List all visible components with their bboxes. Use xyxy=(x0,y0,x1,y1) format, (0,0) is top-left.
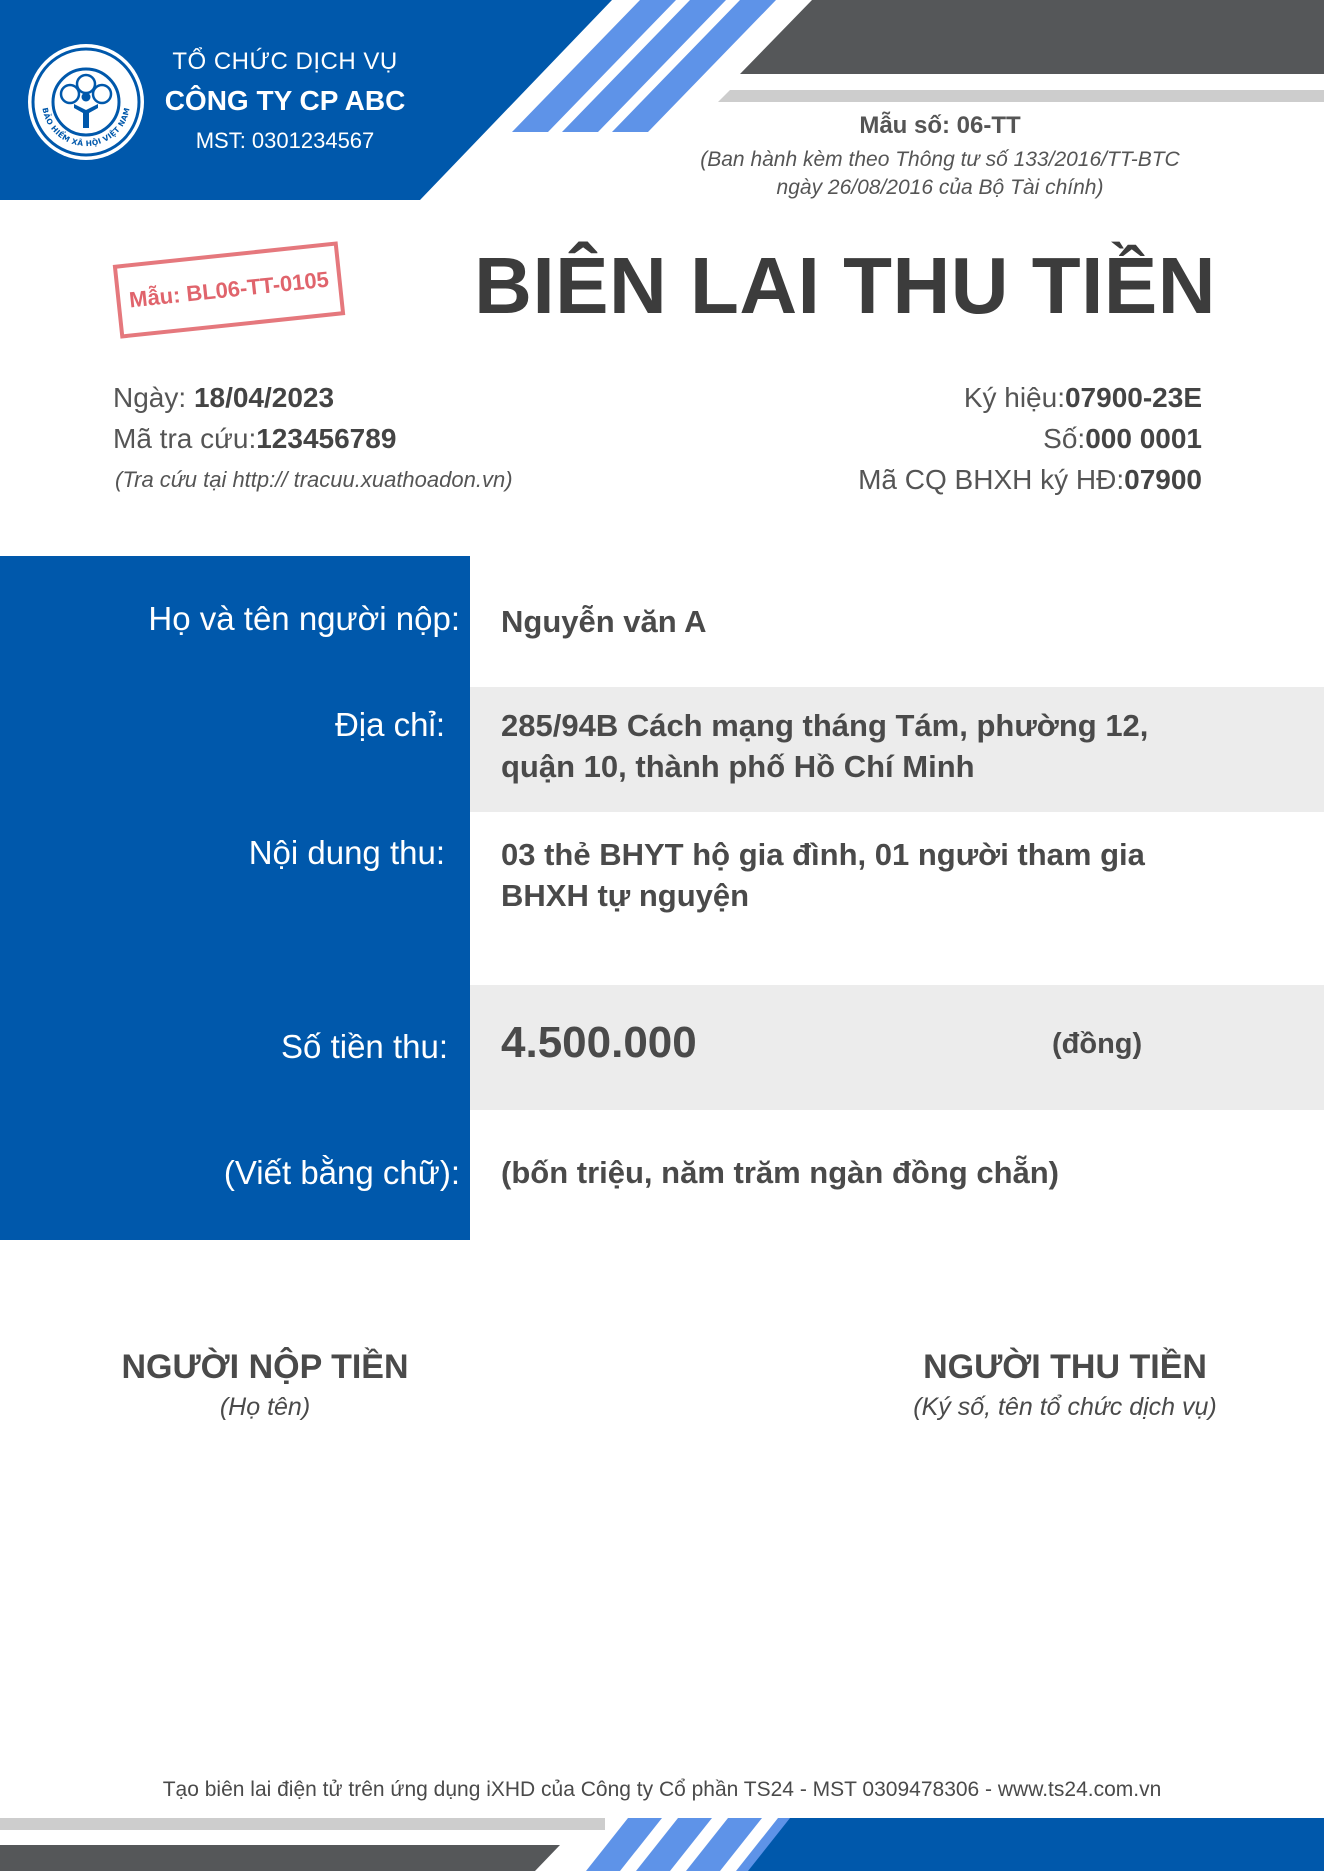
org-name: CÔNG TY CP ABC xyxy=(164,85,406,116)
words-value: (bốn triệu, năm trăm ngàn đồng chẵn) xyxy=(501,1155,1059,1190)
header-gray-band xyxy=(740,0,1324,74)
date-line xyxy=(113,382,334,414)
header-gray-line xyxy=(718,90,1324,102)
payer-value: Nguyễn văn A xyxy=(501,604,707,639)
stamp-text: Mẫu: BL06-TT-0105 xyxy=(127,266,330,313)
payer-signature-title: NGƯỜI NỘP TIỀN xyxy=(121,1348,409,1386)
organization-logo xyxy=(28,44,144,160)
symbol-value: 07900-23E xyxy=(1064,382,1202,413)
address-line1: 285/94B Cách mạng tháng Tám, phường 12, xyxy=(501,708,1149,743)
amount-unit: (đồng) xyxy=(1052,1028,1143,1060)
collector-signature-note: (Ký số, tên tổ chức dịch vụ) xyxy=(913,1393,1217,1421)
symbol-line xyxy=(964,382,1202,414)
amount-label: Số tiền thu: xyxy=(281,1028,448,1065)
content-label: Nội dung thu: xyxy=(248,834,445,871)
footer-blue-band xyxy=(748,1818,1324,1871)
lookup-line xyxy=(113,423,396,455)
footer-gray-band xyxy=(0,1845,560,1871)
label-column xyxy=(0,556,470,1240)
words-label: (Viết bằng chữ): xyxy=(223,1154,460,1191)
collector-signature-title: NGƯỜI THU TIỀN xyxy=(923,1348,1207,1386)
footer-gray-line xyxy=(0,1818,605,1830)
content-line2: BHXH tự nguyện xyxy=(501,878,750,913)
number-value: 000 0001 xyxy=(1085,423,1202,454)
org-tax-code: MST: 0301234567 xyxy=(195,128,375,153)
number-line xyxy=(1043,423,1202,455)
number-label: Số: xyxy=(1043,423,1086,454)
footer-note: Tạo biên lai điện tử trên ứng dụng iXHD của Công ty Cổ phần TS24 - MST 0309478306 - www.ts24.com.vn xyxy=(162,1778,1162,1801)
address-value xyxy=(501,705,1241,787)
lookup-value: 123456789 xyxy=(256,423,397,454)
logo-ring-text: BẢO HIỂM XÃ HỘI VIỆT NAM xyxy=(40,106,132,149)
form-note-line1: (Ban hành kèm theo Thông tư số 133/2016/TT-BTC xyxy=(700,148,1180,171)
date-label: Ngày: xyxy=(113,382,187,413)
payer-label: Họ và tên người nộp: xyxy=(148,600,460,637)
form-number: Mẫu số: 06-TT xyxy=(859,112,1021,139)
agency-line xyxy=(858,464,1202,496)
address-label: Địa chỉ: xyxy=(334,706,445,743)
lookup-label: Mã tra cứu: xyxy=(113,423,257,454)
lookup-note: (Tra cứu tại http:// tracuu.xuathoadon.vn) xyxy=(115,467,513,492)
agency-label: Mã CQ BHXH ký HĐ: xyxy=(858,464,1125,495)
address-line2: quận 10, thành phố Hồ Chí Minh xyxy=(501,749,975,784)
form-note-line2: ngày 26/08/2016 của Bộ Tài chính) xyxy=(776,176,1104,199)
payer-signature-note: (Họ tên) xyxy=(219,1393,311,1421)
org-type: TỔ CHỨC DỊCH VỤ xyxy=(172,48,398,75)
agency-value: 07900 xyxy=(1124,464,1202,495)
amount-value: 4.500.000 xyxy=(501,1018,697,1067)
date-value: 18/04/2023 xyxy=(193,382,335,413)
symbol-label: Ký hiệu: xyxy=(963,382,1065,413)
document-title: BIÊN LAI THU TIỀN xyxy=(474,241,1216,330)
content-line1: 03 thẻ BHYT hộ gia đình, 01 người tham gia xyxy=(501,837,1145,872)
content-value xyxy=(501,834,1241,916)
